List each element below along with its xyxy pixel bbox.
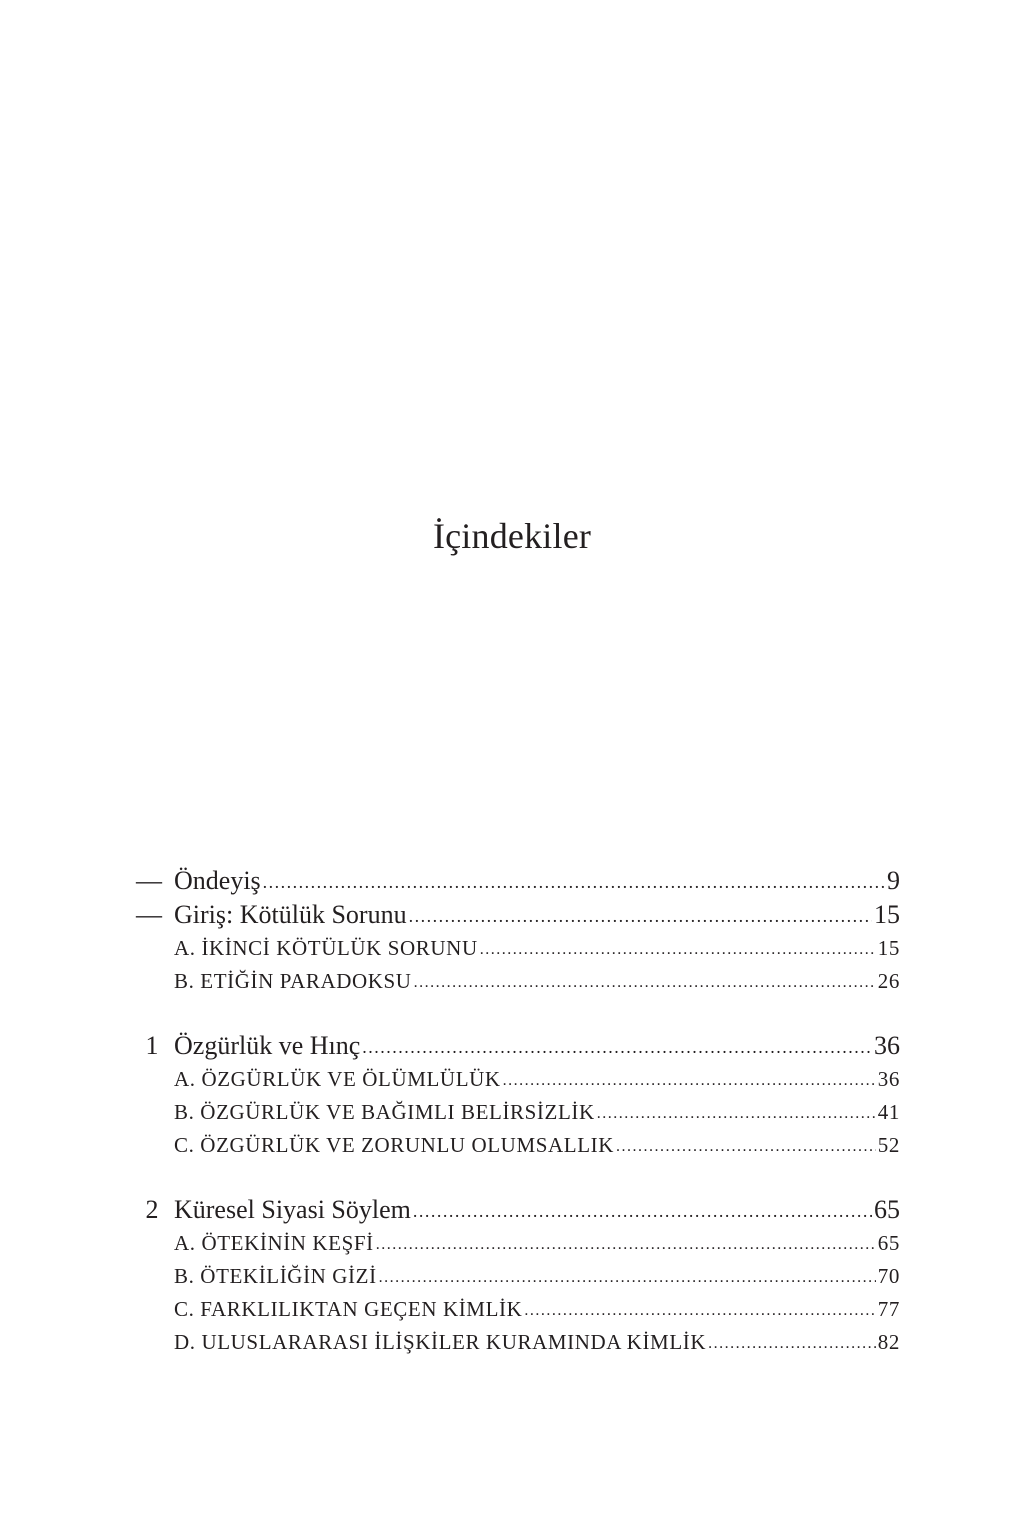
dot-leader — [413, 1194, 872, 1228]
toc-marker: — — [136, 866, 162, 895]
toc-entry-title: B. ÖZGÜRLÜK VE BAĞIMLI BELİRSİZLİK — [174, 1100, 595, 1124]
toc-entry-title: A. ÖTEKİNİN KEŞFİ — [174, 1231, 374, 1255]
dot-leader — [409, 899, 872, 933]
toc-subentry[interactable] — [136, 1096, 900, 1129]
toc-subentry[interactable] — [136, 1129, 900, 1162]
toc-section-chapter-1 — [136, 1029, 900, 1162]
toc-entry-title: Öndeyiş — [174, 866, 261, 895]
toc-subentry[interactable] — [136, 1326, 900, 1359]
toc-page-number: 15 — [874, 900, 900, 929]
toc-page-number: 9 — [887, 866, 900, 895]
toc-entry-chapter-2[interactable] — [136, 1193, 900, 1227]
dot-leader — [376, 1228, 876, 1261]
toc-subentry[interactable] — [136, 932, 900, 965]
dot-leader — [480, 933, 876, 966]
toc-entry-ondeyis[interactable] — [136, 864, 900, 898]
toc-section-intro — [136, 864, 900, 998]
dot-leader — [597, 1097, 876, 1130]
toc-subentry[interactable] — [136, 1227, 900, 1260]
toc-entry-title: Giriş: Kötülük Sorunu — [174, 900, 407, 929]
toc-subentry[interactable] — [136, 1260, 900, 1293]
toc-marker: — — [136, 900, 162, 929]
toc-page-number: 70 — [877, 1264, 900, 1288]
toc-page-number: 41 — [877, 1100, 900, 1124]
toc-page-number: 52 — [877, 1133, 900, 1157]
table-of-contents — [136, 864, 900, 1359]
dot-leader — [708, 1327, 876, 1360]
toc-entry-title: C. FARKLILIKTAN GEÇEN KİMLİK — [174, 1297, 523, 1321]
dot-leader — [524, 1294, 875, 1327]
toc-subentry[interactable] — [136, 1063, 900, 1096]
page-title: İçindekiler — [432, 516, 592, 556]
toc-section-chapter-2 — [136, 1193, 900, 1359]
dot-leader — [263, 865, 885, 899]
dot-leader — [503, 1064, 876, 1097]
toc-page-number: 82 — [877, 1330, 900, 1354]
toc-entry-title: D. ULUSLARARASI İLİŞKİLER KURAMINDA KİMLİK — [174, 1330, 707, 1354]
toc-entry-title: Özgürlük ve Hınç — [174, 1031, 361, 1060]
chapter-number: 1 — [145, 1031, 159, 1060]
toc-entry-title: A. İKİNCİ KÖTÜLÜK SORUNU — [174, 936, 478, 960]
toc-entry-chapter-1[interactable] — [136, 1029, 900, 1063]
toc-entry-giris[interactable] — [136, 898, 900, 932]
toc-page-number: 65 — [877, 1231, 900, 1255]
toc-page-number: 36 — [877, 1067, 900, 1091]
dot-leader — [379, 1261, 876, 1294]
toc-subentry[interactable] — [136, 1293, 900, 1326]
dot-leader — [362, 1030, 872, 1064]
dot-leader — [616, 1130, 876, 1163]
toc-page-number: 26 — [877, 969, 900, 993]
toc-entry-title: B. ÖTEKİLİĞİN GİZİ — [174, 1264, 377, 1288]
toc-page-number: 36 — [874, 1031, 900, 1060]
toc-entry-title: A. ÖZGÜRLÜK VE ÖLÜMLÜLÜK — [174, 1067, 501, 1091]
toc-page-number: 77 — [877, 1297, 900, 1321]
toc-entry-title: Küresel Siyasi Söylem — [174, 1195, 411, 1224]
toc-entry-title: B. ETİĞİN PARADOKSU — [174, 969, 412, 993]
chapter-number: 2 — [145, 1195, 159, 1224]
toc-page-number: 65 — [874, 1195, 900, 1224]
toc-page-number: 15 — [877, 936, 900, 960]
toc-subentry[interactable] — [136, 965, 900, 998]
toc-entry-title: C. ÖZGÜRLÜK VE ZORUNLU OLUMSALLIK — [174, 1133, 614, 1157]
dot-leader — [414, 966, 876, 999]
